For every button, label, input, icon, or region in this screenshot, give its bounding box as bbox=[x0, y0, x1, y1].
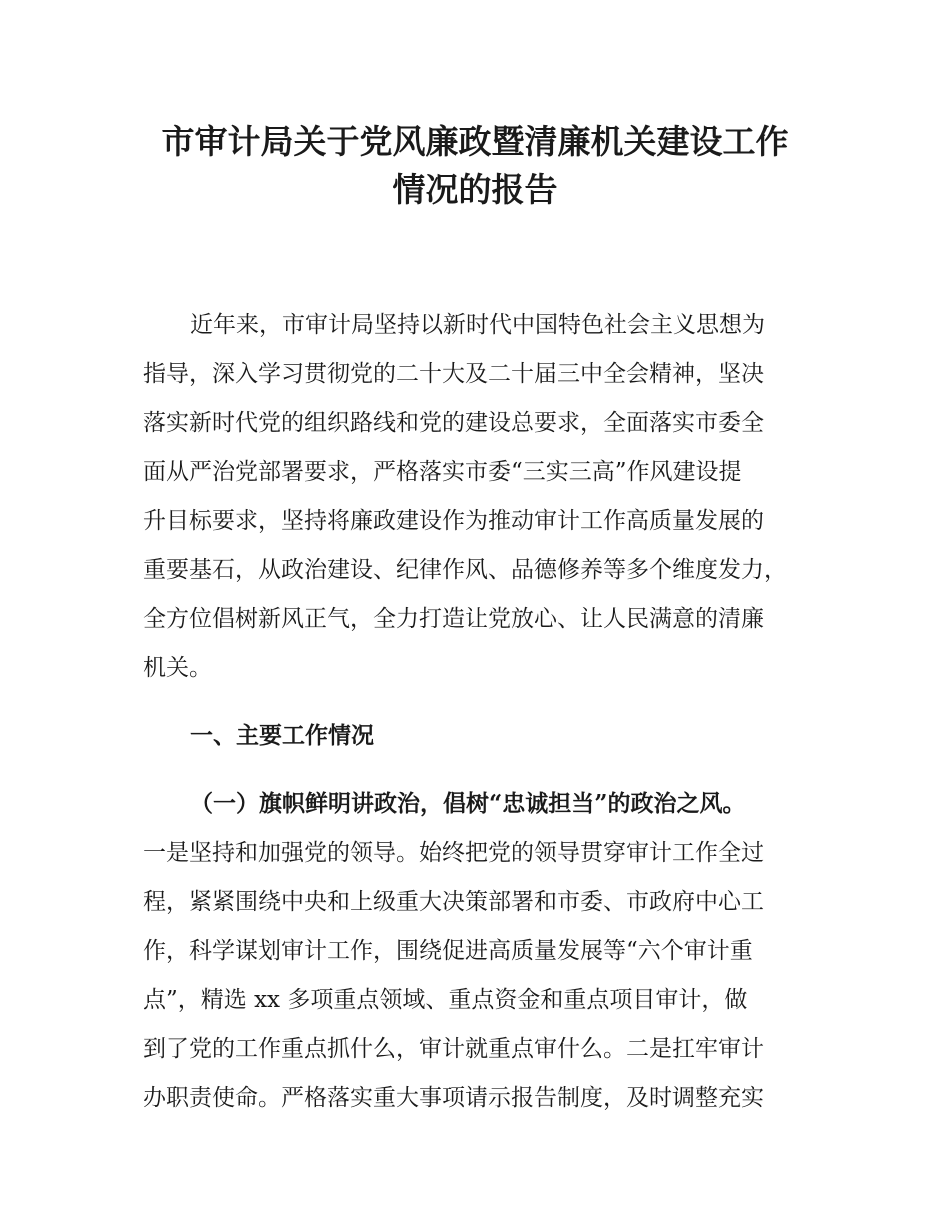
intro-line: 指导，深入学习贯彻党的二十大及二十届三中全会精神，坚决 bbox=[143, 361, 764, 387]
body-line: 点”，精选 xx 多项重点领域、重点资金和重点项目审计，做 bbox=[143, 987, 748, 1013]
body-line: 程，紧紧围绕中央和上级重大决策部署和市委、市政府中心工 bbox=[143, 889, 764, 915]
intro-line: 机关。 bbox=[143, 655, 212, 681]
subsection-heading: （一）旗帜鲜明讲政治，倡树“忠诚担当”的政治之风。 bbox=[190, 790, 746, 817]
intro-line: 重要基石，从政治建设、纪律作风、品德修养等多个维度发力， bbox=[143, 557, 787, 583]
intro-line: 全方位倡树新风正气，全力打造让党放心、让人民满意的清廉 bbox=[143, 606, 764, 632]
section-heading: 一、主要工作情况 bbox=[190, 723, 374, 749]
body-line: 作，科学谋划审计工作，围绕促进高质量发展等“六个审计重 bbox=[143, 938, 753, 964]
document-title-line-2: 情况的报告 bbox=[392, 170, 558, 209]
intro-line: 面从严治党部署要求，严格落实市委“三实三高”作风建设提 bbox=[143, 459, 742, 485]
document-title-line-1: 市审计局关于党风廉政暨清廉机关建设工作 bbox=[161, 122, 789, 161]
intro-line: 落实新时代党的组织路线和党的建设总要求，全面落实市委全 bbox=[143, 410, 764, 436]
body-line: 到了党的工作重点抓什么，审计就重点审什么。二是扛牢审计 bbox=[143, 1036, 764, 1062]
body-line: 一是坚持和加强党的领导。始终把党的领导贯穿审计工作全过 bbox=[143, 840, 764, 866]
intro-line: 近年来，市审计局坚持以新时代中国特色社会主义思想为 bbox=[190, 312, 765, 338]
body-line: 办职责使命。严格落实重大事项请示报告制度，及时调整充实 bbox=[143, 1085, 764, 1111]
intro-line: 升目标要求，坚持将廉政建设作为推动审计工作高质量发展的 bbox=[143, 508, 764, 534]
